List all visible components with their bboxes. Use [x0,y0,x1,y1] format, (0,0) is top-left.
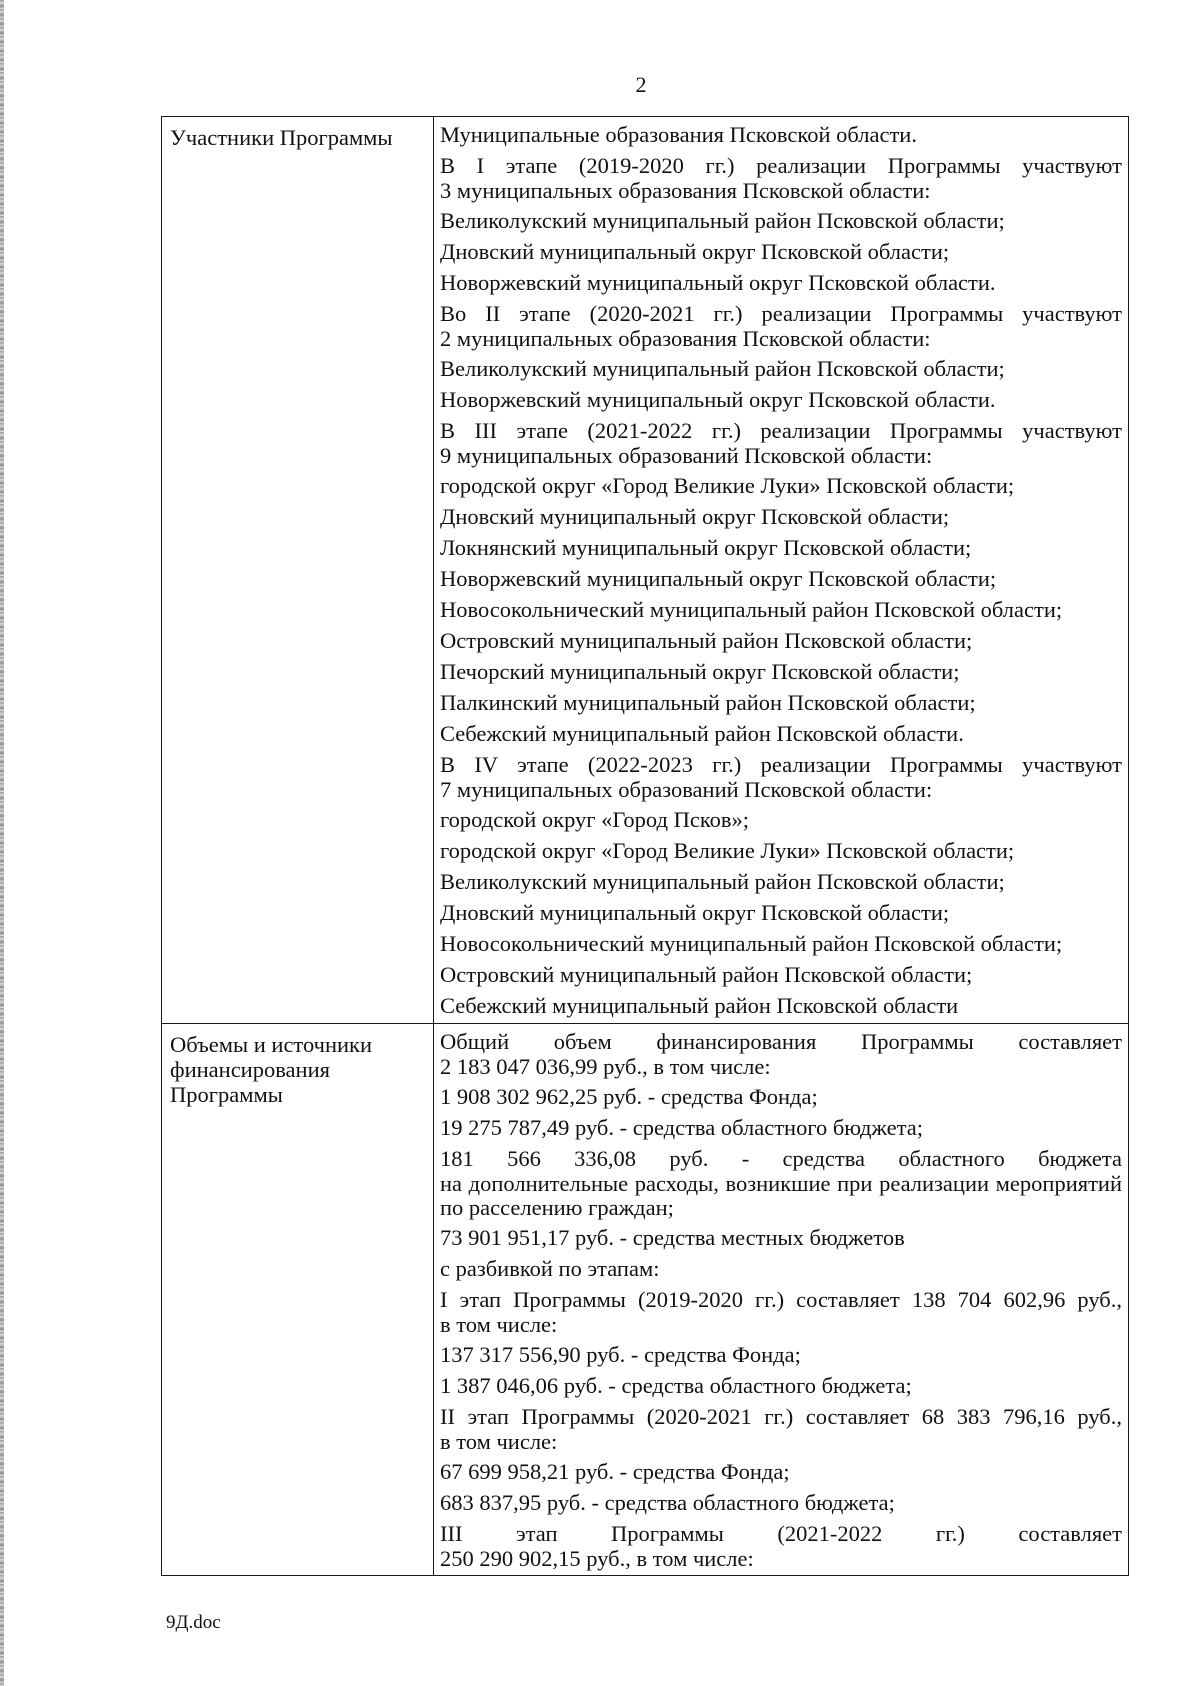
row-label-cell [162,1024,434,1576]
text-line: Себежский муниципальный район Псковской области [440,993,959,1018]
text-line: 683 837,95 руб. - средства областного бюджета; [440,1490,895,1515]
text-line: 67 699 958,21 руб. - средства Фонда; [440,1459,790,1484]
text-line: 1 908 302 962,25 руб. - средства Фонда; [440,1084,818,1109]
text-line: Печорский муниципальный округ Псковской области; [440,659,960,684]
text-line: Дновский муниципальный округ Псковской области; [440,900,950,925]
row-label: Объемы и источники финансирования Программы [170,1032,373,1107]
text-line: Новосокольнический муниципальный район Псковской области; [440,931,1063,956]
paragraph-first-line: Во II этапе (2020-2021 гг.) реализации Программы участвуют [440,301,1122,326]
text-line: Новосокольнический муниципальный район Псковской области; [440,597,1063,622]
text-line: Островский муниципальный район Псковской области; [440,962,973,987]
text-paragraph [440,298,1122,353]
text-line: Дновский муниципальный округ Псковской области; [440,504,950,529]
text-line: 137 317 556,90 руб. - средства Фонда; [440,1342,801,1367]
scan-edge [0,0,4,1686]
paragraph-first-line: В I этапе (2019-2020 гг.) реализации Программы участвуют [440,153,1122,178]
paragraph-continuation: в том числе: [440,1312,558,1337]
paragraph-first-line: В IV этапе (2022-2023 гг.) реализации Программы участвуют [440,752,1122,777]
text-paragraph [440,1026,1122,1081]
text-line: Великолукский муниципальный район Псковской области; [440,208,1005,233]
row-content-cell [434,117,1129,1024]
text-line: Новоржевский муниципальный округ Псковской области; [440,566,997,591]
text-line: 73 901 951,17 руб. - средства местных бюджетов [440,1225,905,1250]
text-line: городской округ «Город Великие Луки» Псковской области; [440,838,1015,863]
paragraph-continuation: 2 муниципальных образования Псковской области: [440,326,931,351]
text-line: с разбивкой по этапам: [440,1256,660,1281]
text-line: Новоржевский муниципальный округ Псковской области. [440,270,996,295]
text-paragraph [440,150,1122,205]
text-paragraph [440,1401,1122,1456]
row-label-cell [162,117,434,1024]
text-line: городской округ «Город Псков»; [440,807,750,832]
footer-filename: 9Д.doc [166,1612,221,1633]
paragraph-first-line: 181 566 336,08 руб. - средства областного бюджета [440,1146,1122,1171]
text-paragraph [440,1143,1122,1222]
text-paragraph [440,749,1122,804]
paragraph-first-line: I этап Программы (2019-2020 гг.) составляет 138 704 602,96 руб., [440,1287,1122,1312]
text-line: Новоржевский муниципальный округ Псковской области. [440,387,996,412]
row-content-cell [434,1024,1129,1576]
row-content [434,117,1128,1023]
paragraph-continuation: 7 муниципальных образований Псковской области: [440,777,933,802]
text-line: Островский муниципальный район Псковской области; [440,628,973,653]
paragraph-continuation: в том числе: [440,1429,558,1454]
row-label: Участники Программы [170,125,393,150]
table-row-participants [162,117,1129,1024]
text-paragraph [440,1518,1122,1573]
row-content [434,1024,1128,1575]
table-row-financing [162,1024,1129,1576]
text-line: Великолукский муниципальный район Псковской области; [440,869,1005,894]
text-line: Муниципальные образования Псковской области. [440,122,917,147]
paragraph-continuation: 9 муниципальных образований Псковской области: [440,443,933,468]
text-line: 1 387 046,06 руб. - средства областного бюджета; [440,1373,912,1398]
text-line: Палкинский муниципальный район Псковской области; [440,690,976,715]
text-line: Локнянский муниципальный округ Псковской области; [440,535,972,560]
paragraph-continuation: на дополнительные расходы, возникшие при реализации мероприятий по расселению граждан; [440,1171,1122,1220]
paragraph-continuation: 250 290 902,15 руб., в том числе: [440,1546,754,1571]
text-line: Дновский муниципальный округ Псковской области; [440,239,950,264]
paragraph-first-line: В III этапе (2021-2022 гг.) реализации Программы участвуют [440,418,1122,443]
text-line: Себежский муниципальный район Псковской области. [440,721,964,746]
page-number: 2 [635,72,647,97]
text-paragraph [440,1284,1122,1339]
paragraph-first-line: Общий объем финансирования Программы составляет [440,1029,1122,1054]
text-line: Великолукский муниципальный район Псковской области; [440,356,1005,381]
passport-table [161,116,1129,1576]
text-line: городской округ «Город Великие Луки» Псковской области; [440,473,1015,498]
text-paragraph [440,415,1122,470]
paragraph-continuation: 3 муниципальных образования Псковской области: [440,178,931,203]
paragraph-first-line: II этап Программы (2020-2021 гг.) составляет 68 383 796,16 руб., [440,1404,1122,1429]
paragraph-continuation: 2 183 047 036,99 руб., в том числе: [440,1054,771,1079]
text-line: 19 275 787,49 руб. - средства областного бюджета; [440,1115,924,1140]
paragraph-first-line: III этап Программы (2021-2022 гг.) составляет [440,1521,1122,1546]
